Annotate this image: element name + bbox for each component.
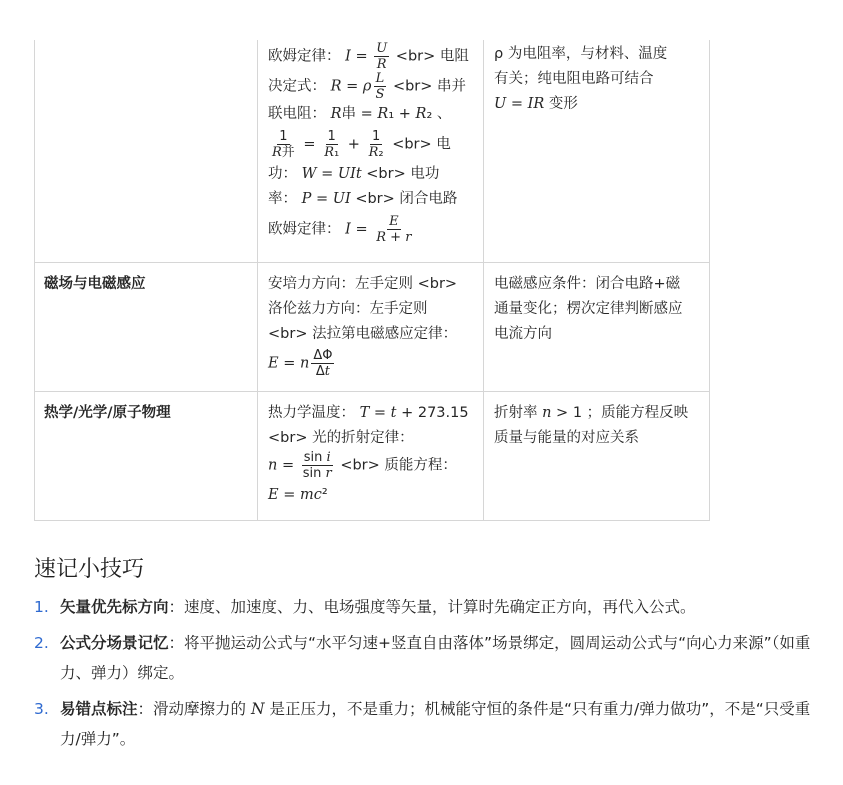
tip-text: ：速度、加速度、力、电场强度等矢量，计算时先确定正方向，再代入公式。 xyxy=(168,598,696,616)
tip-number: 2. xyxy=(34,634,49,652)
tip-number: 1. xyxy=(34,598,49,616)
table-row-thermo-notes: 折射率 n > 1 ；质能方程反映 质量与能量的对应关系 xyxy=(494,405,689,446)
table-border-left xyxy=(34,40,35,521)
tip-keyword: 易错点标注 xyxy=(60,700,138,718)
table-row-thermo-topic: 热学/光学/原子物理 xyxy=(44,405,171,421)
tip-text: ：滑动摩擦力的 xyxy=(137,700,247,718)
tip-text: 是正压力，不是重力；机械能守恒的条件是“只有重力/弹力做功”，不是“只受重力/弹力”。 xyxy=(60,700,811,748)
row-divider-1 xyxy=(34,262,710,263)
tip-item xyxy=(34,592,824,622)
tip-item xyxy=(34,694,824,754)
tip-keyword: 公式分场景记忆 xyxy=(60,634,169,652)
tip-text: ：将平抛运动公式与“水平匀速+竖直自由落体”场景绑定，圆周运动公式与“向心力来源”（如重力、弹力）绑定。 xyxy=(60,634,811,682)
tip-item xyxy=(34,628,824,688)
table-row-circuit-formulas: 欧姆定律： I = $\frac{U}{R}$ <br> 电阻 决定式： R = ρ $\frac{L}{S}$ <br> 串并 联电阻： R串 = R₁ + R₂ 、 $\frac{1}{\text{R并}}$ = $\frac{1}{\text{R₁}}$ + $\frac{1}{\text{R₂}}$ <br> 电 功： W = UIt <br> 电功 率： P = UI <br> 闭合电路 欧姆定律： I = $\frac{E}{R + r}$ xyxy=(268,41,469,245)
table-row-magnetism-formulas: 安培力方向：左手定则 <br> 洛伦兹力方向：左手定则 <br> 法拉第电磁感应定律： E = n $\frac{\Delta\Phi}{\Delta t}$ xyxy=(268,276,458,379)
row-divider-2 xyxy=(34,391,710,392)
table-row-magnetism-notes: 电磁感应条件：闭合电路+磁 通量变化；楞次定律判断感应 电流方向 xyxy=(494,276,683,342)
table-row-thermo-formulas: 热力学温度： T = t + 273.15 <br> 光的折射定律： n = $\frac{\text{sin i}}{\text{sin r}}$ <br> 质能方程： E = mc² xyxy=(268,405,469,503)
tip-number: 3. xyxy=(34,700,49,718)
table-row-magnetism-topic: 磁场与电磁感应 xyxy=(44,276,146,292)
table-border-bottom xyxy=(34,520,710,521)
table-divider-2 xyxy=(483,40,484,521)
tips-list xyxy=(34,592,824,760)
table-divider-1 xyxy=(257,40,258,521)
tip-variable: N xyxy=(250,700,265,718)
table-border-right xyxy=(709,40,710,521)
tip-keyword: 矢量优先标方向 xyxy=(60,598,169,616)
table-row-circuit-notes: ρ 为电阻率，与材料、温度 有关；纯电阻电路可结合 U = IR 变形 xyxy=(494,46,668,112)
tips-heading: 速记小技巧 xyxy=(34,557,145,582)
